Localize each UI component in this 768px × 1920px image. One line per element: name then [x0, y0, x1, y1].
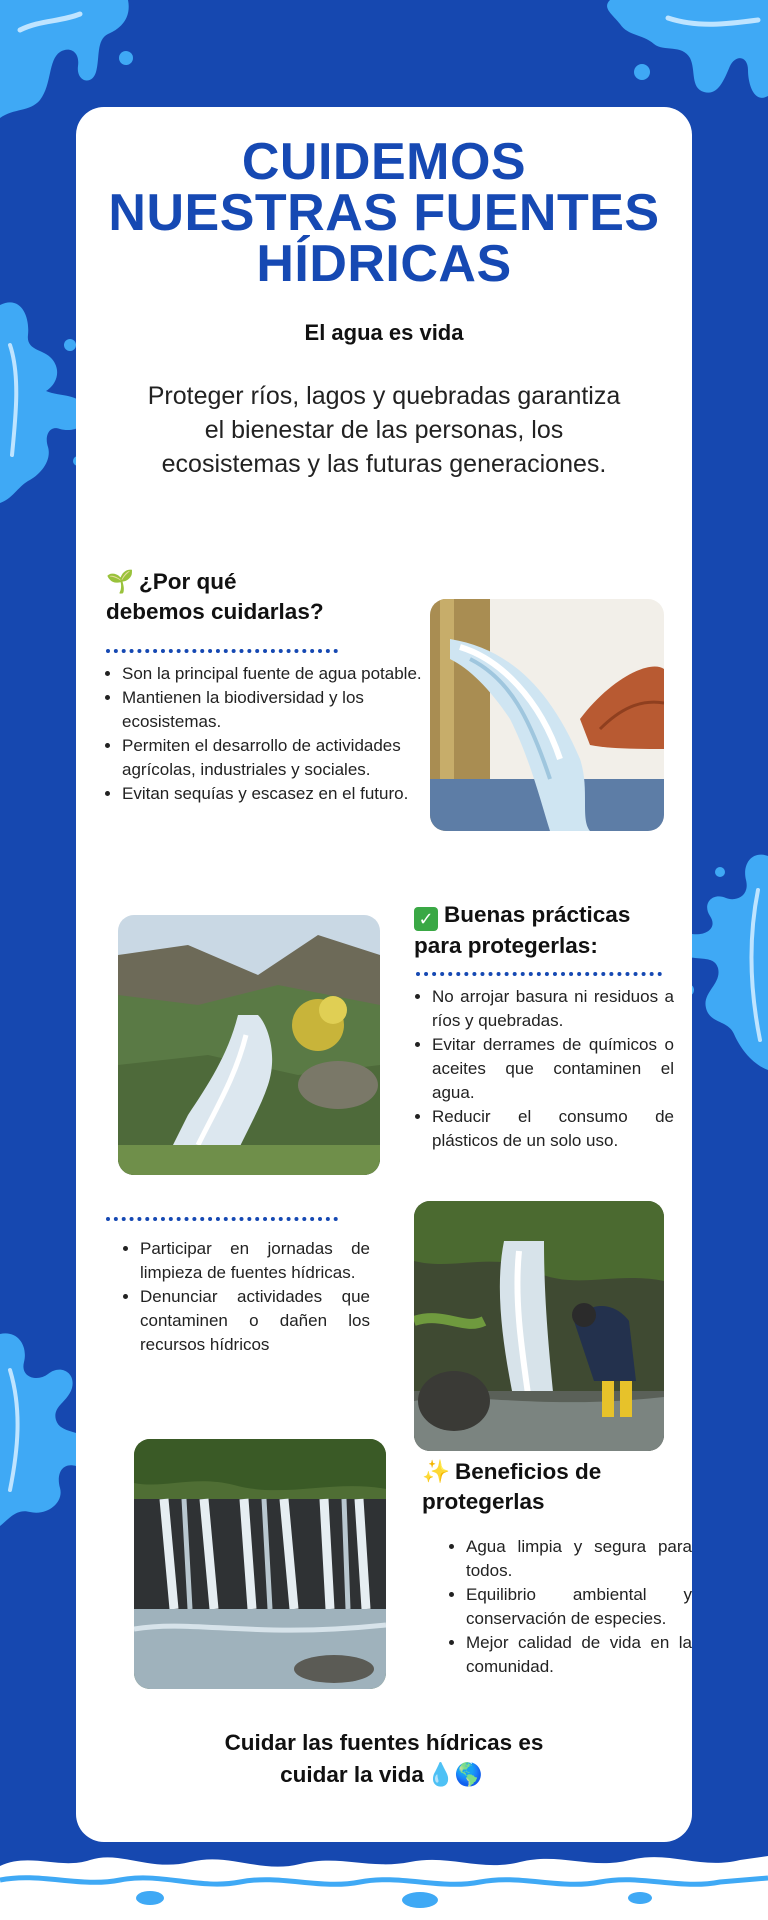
subtitle: El agua es vida: [304, 320, 464, 345]
why-heading: 🌱 ¿Por qué debemos cuidarlas?: [106, 569, 324, 624]
list-item: • Participar en jornadas de limpieza de fuentes hídricas.: [140, 1237, 370, 1285]
list-item: • Evitar derrames de químicos o aceites que contaminen el agua.: [432, 1033, 674, 1105]
photo-person-waterfall: [414, 1201, 664, 1451]
list-item: • Equilibrio ambiental y conservación de especies.: [466, 1583, 692, 1631]
main-title: CUIDEMOS NUESTRAS FUENTES HÍDRICAS: [108, 133, 660, 293]
list-item: • No arrojar basura ni residuos a ríos y quebradas.: [432, 985, 674, 1033]
photo-water-hand: [430, 599, 664, 831]
water-wave-bottom: [0, 1836, 768, 1920]
benefits-list: [446, 1535, 692, 1679]
practices-list: [412, 985, 674, 1153]
check-mark-icon: ✓: [414, 907, 438, 931]
list-item: • Reducir el consumo de plásticos de un solo uso.: [432, 1105, 674, 1153]
list-item: • Evitan sequías y escasez en el futuro.: [122, 782, 422, 806]
sparkles-icon: ✨: [422, 1459, 451, 1485]
benefits-heading: ✨ Beneficios de protegerlas: [422, 1459, 602, 1514]
list-item: • Mejor calidad de vida en la comunidad.: [466, 1631, 692, 1679]
list-item: • Permiten el desarrollo de actividades agrícolas, industriales y sociales.: [122, 734, 422, 782]
list-item: • Denunciar actividades que contaminen o dañen los recursos hídricos: [140, 1285, 370, 1357]
divider-dotted: [416, 972, 662, 976]
seedling-icon: 🌱: [106, 569, 135, 595]
list-item: • Son la principal fuente de agua potable.: [122, 662, 422, 686]
list-item: • Agua limpia y segura para todos.: [466, 1535, 692, 1583]
divider-dotted: [106, 1217, 338, 1221]
photo-mountain-stream: [118, 915, 380, 1175]
why-list: [102, 662, 422, 806]
practices-heading: ✓ Buenas prácticas para protegerlas:: [414, 902, 631, 958]
photo-waterfall-cliffs: [134, 1439, 386, 1689]
water-drop-earth-icon: 💧🌎: [426, 1762, 483, 1788]
list-item: • Mantienen la biodiversidad y los ecosistemas.: [122, 686, 422, 734]
practices-more-list: [120, 1237, 370, 1357]
intro-text: Proteger ríos, lagos y quebradas garantiza el bienestar de las personas, los ecosistemas y las futuras generaciones.: [147, 382, 621, 478]
closing-message: Cuidar las fuentes hídricas es cuidar la vida 💧🌎: [224, 1730, 544, 1788]
divider-dotted: [106, 649, 338, 653]
infographic-card: [76, 107, 692, 1842]
